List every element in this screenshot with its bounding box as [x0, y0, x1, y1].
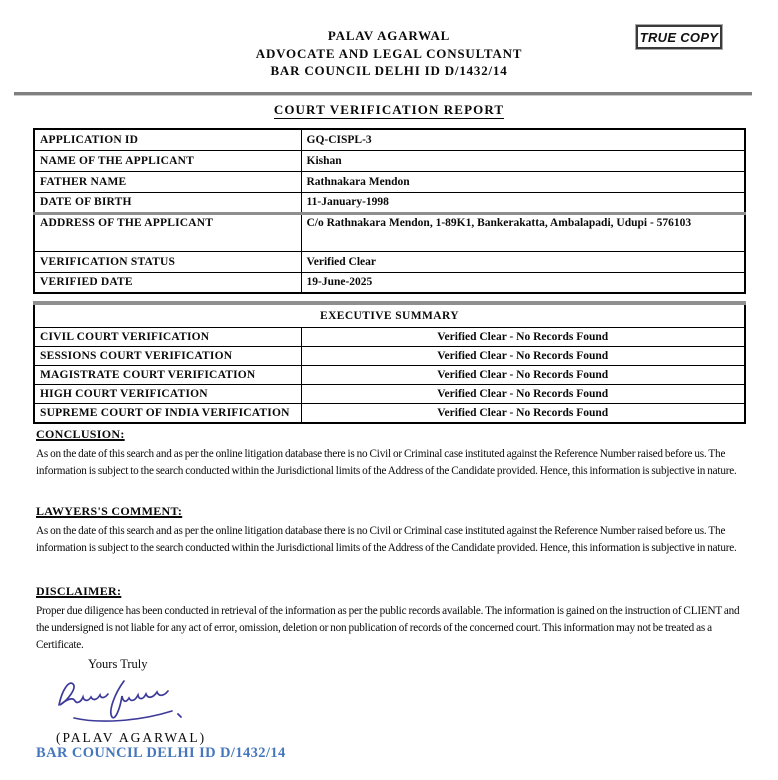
field-value: Verified Clear - No Records Found [301, 385, 745, 404]
table-row [34, 251, 745, 272]
field-label: MAGISTRATE COURT VERIFICATION [34, 366, 301, 385]
field-value: Verified Clear [301, 251, 745, 272]
table-header-row [34, 303, 745, 328]
field-value: Kishan [301, 150, 745, 171]
section-heading: CONCLUSION: [36, 427, 125, 441]
signature-image [52, 674, 197, 728]
field-value: 11-January-1998 [301, 192, 745, 213]
field-value: Verified Clear - No Records Found [301, 328, 745, 347]
advocate-role: ADVOCATE AND LEGAL CONSULTANT [255, 45, 523, 61]
table-row [34, 385, 745, 404]
closing-text: Yours Truly [88, 657, 148, 671]
field-label: FATHER NAME [34, 171, 301, 192]
section-body: As on the date of this search and as per the online litigation database there is no Civil or Criminal case instituted against the Reference Number raised before us. The information is subject to the search conducted within the Jurisdictional limits of the Address of the Candidate provided. Hence, this information is subjective in nature. [36, 525, 737, 554]
field-value: Rathnakara Mendon [301, 171, 745, 192]
table-row [34, 129, 745, 150]
field-value: Verified Clear - No Records Found [301, 366, 745, 385]
table-row [34, 404, 745, 423]
field-value: C/o Rathnakara Mendon, 1-89K1, Bankerakatta, Ambalapadi, Udupi - 576103 [301, 213, 745, 251]
disclaimer-section [36, 584, 744, 654]
table-row [34, 347, 745, 366]
advocate-bar-id: BAR COUNCIL DELHI ID D/1432/14 [270, 63, 508, 78]
header-divider [14, 92, 752, 96]
field-label: ADDRESS OF THE APPLICANT [34, 213, 301, 251]
field-label: NAME OF THE APPLICANT [34, 150, 301, 171]
summary-table [33, 301, 746, 424]
section-body: Proper due diligence has been conducted in retrieval of the information as per the public records available. The information is gained on the instruction of CLIENT and the undersigned is not liable for any act of error, omission, deletion or non publication of records of the concerned court. This information may not be treated as a Certificate. [36, 605, 740, 651]
field-label: DATE OF BIRTH [34, 192, 301, 213]
conclusion-section [36, 427, 744, 480]
table-row [34, 272, 745, 293]
table-row [34, 150, 745, 171]
signer-name: (PALAV AGARWAL) [56, 730, 207, 745]
true-copy-stamp: TRUE COPY [636, 25, 722, 49]
field-label: HIGH COURT VERIFICATION [34, 385, 301, 404]
table-row [34, 171, 745, 192]
applicant-table [33, 128, 746, 294]
summary-title: EXECUTIVE SUMMARY [34, 303, 745, 328]
field-label: CIVIL COURT VERIFICATION [34, 328, 301, 347]
signer-bar-id: BAR COUNCIL DELHI ID D/1432/14 [36, 745, 286, 761]
lawyers-comment-section [36, 504, 744, 557]
table-row [34, 213, 745, 251]
field-label: APPLICATION ID [34, 129, 301, 150]
section-heading: LAWYERS'S COMMENT: [36, 504, 183, 518]
table-row [34, 328, 745, 347]
field-value: GQ-CISPL-3 [301, 129, 745, 150]
field-label: VERIFIED DATE [34, 272, 301, 293]
table-row [34, 366, 745, 385]
field-label: SUPREME COURT OF INDIA VERIFICATION [34, 404, 301, 423]
field-label: VERIFICATION STATUS [34, 251, 301, 272]
section-body: As on the date of this search and as per the online litigation database there is no Civil or Criminal case instituted against the Reference Number raised before us. The information is subject to the search conducted within the Jurisdictional limits of the Address of the Candidate provided. Hence, this information is subjective in nature. [36, 448, 737, 477]
section-heading: DISCLAIMER: [36, 584, 122, 598]
table-row [34, 192, 745, 213]
advocate-name: PALAV AGARWAL [327, 28, 451, 43]
field-value: 19-June-2025 [301, 272, 745, 293]
field-value: Verified Clear - No Records Found [301, 404, 745, 423]
field-label: SESSIONS COURT VERIFICATION [34, 347, 301, 366]
report-title: COURT VERIFICATION REPORT [273, 102, 505, 117]
field-value: Verified Clear - No Records Found [301, 347, 745, 366]
